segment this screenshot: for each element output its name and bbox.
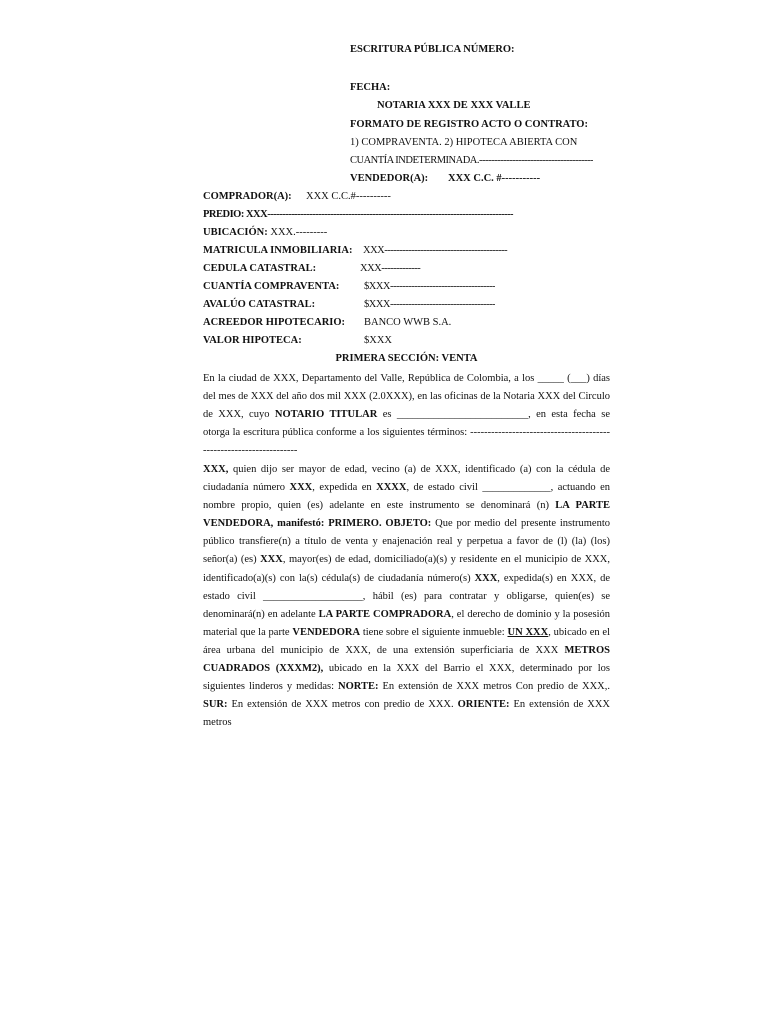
field-row-comprador xyxy=(203,191,391,202)
field-row-acreedor xyxy=(203,317,452,328)
text-run: tiene sobre el siguiente inmueble: xyxy=(360,626,508,638)
bold-run: XXXX xyxy=(376,482,407,494)
deed-title: ESCRITURA PÚBLICA NÚMERO: xyxy=(350,44,515,55)
bold-run: NORTE: xyxy=(338,681,379,693)
text-run: En extensión de XXX metros con predio de XXX. xyxy=(227,699,458,711)
field-value: XXX----------------------------------------- xyxy=(363,245,508,256)
field-row-cuantia xyxy=(203,281,495,292)
text-run: En la ciudad de XXX, Departamento del Valle, República de Colombia, a los _____ (___) días del mes de XXX del año dos mil XXX (2.0XXX), en las oficinas de la Notaria XXX del Circulo de XXX, cuyo xyxy=(203,373,610,421)
section-title: PRIMERA SECCIÓN: VENTA xyxy=(335,353,478,364)
vendedor-row xyxy=(350,173,541,184)
field-value: XXX---------------------------------------------------------------------------------- xyxy=(245,209,513,220)
text-run: Que por medio del presente instrumento público transfiere(n) a título de venta y enajenación real y perpetua a favor de (l) (la) (los) señor(a) (es) xyxy=(203,518,610,566)
field-value: $XXX xyxy=(364,335,392,346)
field-value: XXX C.C.#---------- xyxy=(306,191,391,202)
text-run: , de estado civil _____________, actuando en nombre propio, quien (es) adelante en este instrumento se denominará (n) xyxy=(203,482,610,512)
field-value: $XXX----------------------------------- xyxy=(364,299,495,310)
field-label: AVALÚO CATASTRAL: xyxy=(203,299,316,310)
field-label: MATRICULA INMOBILIARIA: xyxy=(203,245,353,256)
field-label: UBICACIÓN: xyxy=(203,227,268,238)
field-label: COMPRADOR(A): xyxy=(203,191,292,202)
field-label: CEDULA CATASTRAL: xyxy=(203,263,317,274)
underlined-run: UN XXX xyxy=(507,626,549,638)
field-row-valor-hipoteca xyxy=(203,335,392,346)
field-label: VALOR HIPOTECA: xyxy=(203,335,302,346)
bold-run: VENDEDORA xyxy=(292,626,361,638)
text-run: En extensión de XXX metros xyxy=(203,699,610,729)
paragraph-opening xyxy=(203,370,610,460)
fecha-label: FECHA: xyxy=(350,82,391,93)
acto-line-2: CUANTÍA INDETERMINADA.-------------------------------------- xyxy=(350,155,593,166)
vendedor-label: VENDEDOR(A): xyxy=(350,173,429,184)
bold-run: LA PARTE COMPRADORA xyxy=(318,608,452,620)
text-run: , expedida en xyxy=(312,482,377,494)
text-run: , expedida(s) en XXX, de estado civil ___________________, hábil (es) para contratar y obligarse, quien(es) se denominará(n) en adelante xyxy=(203,572,610,620)
acto-line-1: 1) COMPRAVENTA. 2) HIPOTECA ABIERTA CON xyxy=(350,137,578,148)
field-label: PREDIO: xyxy=(203,209,244,220)
field-label: ACREEDOR HIPOTECARIO: xyxy=(203,317,346,328)
text-run: , el derecho de dominio y la posesión material que la parte xyxy=(203,608,610,638)
text-run: , ubicado en el área urbana del municipio de XXX, de una extensión superficiaria de XXX xyxy=(203,626,611,656)
field-row-ubicacion xyxy=(203,227,327,238)
field-row-matricula xyxy=(203,245,508,256)
field-row-predio xyxy=(203,209,513,220)
vendedor-value: XXX C.C. #----------- xyxy=(448,173,541,184)
bold-run: LA PARTE VENDEDORA, manifestó: PRIMERO. OBJETO: xyxy=(203,500,610,530)
field-label: CUANTÍA COMPRAVENTA: xyxy=(203,281,340,292)
bold-run: SUR: xyxy=(203,699,228,711)
formato-heading: FORMATO DE REGISTRO ACTO O CONTRATO: xyxy=(350,119,588,130)
field-row-avaluo xyxy=(203,299,495,310)
field-value: XXX------------- xyxy=(360,263,421,274)
text-run: quien dijo ser mayor de edad, vecino (a) de XXX, identificado (a) con la cédula de ciudadanía número xyxy=(203,464,610,494)
notaria-heading: NOTARIA XXX DE XXX VALLE xyxy=(377,100,531,111)
bold-run: XXX xyxy=(289,482,313,494)
bold-run: METROS CUADRADOS (XXXM2), xyxy=(203,644,610,675)
bold-run: XXX, xyxy=(203,464,229,475)
bold-run: XXX xyxy=(260,554,283,566)
text-run: , mayor(es) de edad, domiciliado(a)(s) y residente en el municipio de XXX, identificado(a)(s) con la(s) cédula(s) de ciudadanía número(s) xyxy=(203,554,611,584)
text-run: ubicado en la XXX del Barrio el XXX, determinado por los siguientes linderos y medidas: xyxy=(203,663,610,693)
bold-run: XXX xyxy=(474,572,498,584)
paragraph-vendor-objeto xyxy=(203,461,610,732)
bold-run: NOTARIO TITULAR xyxy=(274,409,378,421)
field-value: $XXX----------------------------------- xyxy=(364,281,495,292)
text-run: En extensión de XXX metros Con predio de XXX,. xyxy=(378,681,610,693)
field-row-cedula-catastral xyxy=(203,263,421,274)
bold-run: ORIENTE: xyxy=(457,699,510,711)
text-run: es _________________________, en esta fecha se otorga la escritura pública conforme a los siguientes términos: ------------------------------------------------------------------- xyxy=(203,409,610,457)
field-value: BANCO WWB S.A. xyxy=(364,317,452,328)
field-value: XXX.--------- xyxy=(270,227,328,238)
